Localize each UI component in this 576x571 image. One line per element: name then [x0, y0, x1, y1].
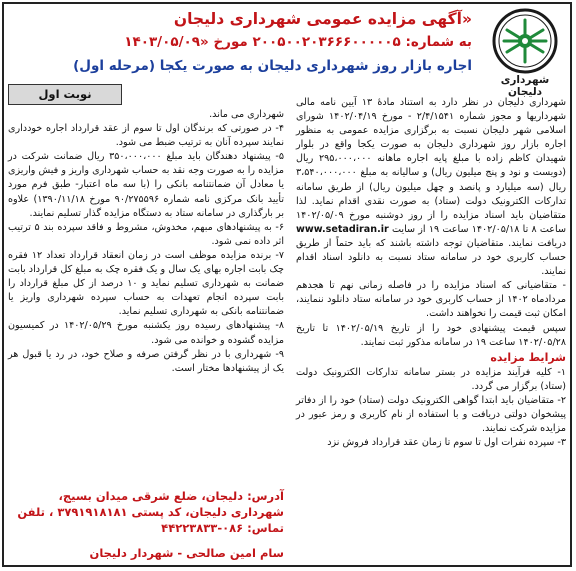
intro-text-end: دریافت نمایند. متقاضیان توجه داشته باشند که باید حتماً از طریق حساب کاربری خود در سامانه ستاد نسبت به دانلود اسناد اقدام نمایند. [296, 237, 566, 278]
condition-9: ۹- شهرداری با در نظر گرفتن صرفه و صلاح خود، در رد یا قبول هر یک از پیشنهادها مختار است. [8, 348, 284, 374]
submit-note: سپس قیمت پیشنهادی خود را از تاریخ ۱۴۰۲/۰۵/۱۹ تا تاریخ ۱۴۰۲/۰۵/۲۸ ساعت ۱۹ در سامانه مذکور ثبت نمایند. [296, 322, 566, 348]
ad-date: ۱۴۰۳/۰۵/۰۹» [124, 34, 209, 50]
mayor-signature: سام امین صالحی - شهردار دلیجان [89, 546, 284, 560]
intro-paragraph [296, 96, 566, 279]
municipality-logo [484, 8, 566, 98]
logo-caption: شهرداری دلیجان [500, 74, 550, 98]
contact-address: آدرس: دلیجان، ضلع شرقی میدان بسیج، شهرداری دلیجان، کد پستی ۳۷۹۱۹۱۸۱۸۱ ، تلفن تماس: ۰۸۶-۴۴۲۲۳۸۳۳ [17, 489, 284, 535]
right-column [296, 96, 566, 450]
ad-subtitle: اجاره بازار روز شهرداری دلیجان به صورت یکجا (مرحله اول) [73, 58, 472, 74]
date-label: مورخ [213, 34, 248, 50]
left-column [8, 108, 284, 376]
site-link[interactable]: www.setadiran.ir [296, 223, 389, 235]
emblem-icon [490, 8, 560, 74]
download-note: - متقاضیانی که اسناد مزایده را در فاصله زمانی نهم تا هجدهم مردادماه ۱۴۰۲ از حساب کاربری خود در سامانه ستاد دانلود ننمایند، امکان ثبت قیمت را نخواهند داشت. [296, 280, 566, 320]
condition-7: ۷- برنده مزایده موظف است در زمان انعقاد قرارداد تعداد ۱۲ فقره چک بابت اجاره بهای یک سال و یک فقره چک به مبلغ کل قرارداد بابت ضمانت به شهرداری تسلیم نماید و ۱۰ درصد از کل مبلغ قرارداد را بابت سپرده انجام تعهدات به حساب سپرده شهرداری واریز یا ضمانتنامه بانکی به شهرداری تسلیم نماید. [8, 249, 284, 318]
ad-number: ۲۰۰۵۰۰۲۰۳۶۶۶۰۰۰۰۰۵ [252, 34, 401, 50]
condition-8: ۸- پیشنهادهای رسیده روز یکشنبه مورخ ۱۴۰۲/۰۵/۲۹ در کمیسیون مزایده گشوده و خوانده می شود. [8, 320, 284, 346]
condition-6: ۶- به پیشنهادهای مبهم، مخدوش، مشروط و فاقد سپرده بند ۵ ترتیب اثر داده نمی شود. [8, 221, 285, 247]
condition-3-end: شهرداری می ماند. [209, 109, 284, 120]
intro-text: شهرداری دلیجان در نظر دارد به استناد مادهٔ ۱۳ آیین نامه مالی شهرداریها و مجوز شماره ۲/۴/۱۵۴۱ - مورخ ۱۴۰۲/۰۴/۱۹ شورای اسلامی شهر دلیجان نسبت به برگزاری مزایده عمومی به منظور اجاره بازار روز شهرداری دلیجان به صورت یکجا واقع در بلوار شهیدان کاظم زاده با مبلغ پایه اجاره ماهانه ۲۹۵،۰۰۰،۰۰۰ ریال (دویست و نود و پنج میلیون ریال) و سالیانه به مبلغ ۳،۵۴۰،۰۰۰،۰۰۰ ریال (سه میلیارد و پانصد و چهل میلیون ریال) از طریق سامانه تدارکات الکترونیک دولت (ستاد) به صورت نقدی اقدام نماید. لذا متقاضیان باید اسناد مزایده را از روز دوشنبه مورخ ۱۴۰۲/۰۵/۰۹ ساعت ۸ تا ۱۴۰۲/۰۵/۱۸ ساعت ۱۹ از سایت [296, 97, 566, 235]
advertisement-frame [2, 2, 572, 567]
condition-1: ۱- کلیه فرآیند مزایده در بستر سامانه تدارکات الکترونیک دولت (ستاد) برگزار می گردد. [296, 366, 566, 392]
ad-number-line [12, 34, 472, 50]
condition-3: ۳- سپرده نفرات اول تا سوم تا زمان عقد قرارداد فروش نزد [327, 437, 566, 449]
ad-title: «آگهی مزایده عمومی شهرداری دلیجان [173, 10, 472, 28]
condition-5: ۵- پیشنهاد دهندگان باید مبلغ ۳۵۰،۰۰۰،۰۰۰ ریال ضمانت شرکت در مزایده را به صورت وجه نقد به حساب شهرداری واریز و فیش واریزی یا معادل آن ضمانتنامه بانکی را (با سه ماه اعتبار- طبق فرم مورد تأیید بانک مرکزی نامه شماره ۹۰/۲۷۵۵۹۶ مورخ ۱۳۹۰/۱۱/۱۸) علاوه بر بارگذاری در سامانه ستاد به دستگاه مزایده گذار تسلیم نمایند. [8, 151, 285, 219]
number-label: به شماره: [405, 34, 472, 50]
round-badge: نوبت اول [8, 84, 122, 105]
conditions-title: شرایط مزایده [490, 350, 566, 364]
condition-2: ۲- متقاضیان باید ابتدا گواهی الکترونیک دولت (ستاد) خود را از دفاتر پیشخوان دولتی دریافت و با استفاده از نام کاربری و رمز عبور در مزایده شرکت نمایند. [296, 394, 566, 435]
condition-4: ۴- در صورتی که برندگان اول تا سوم از عقد قرارداد اجاره خودداری نمایند سپرده آنان به ترتیب ضبط می شود. [8, 123, 284, 149]
